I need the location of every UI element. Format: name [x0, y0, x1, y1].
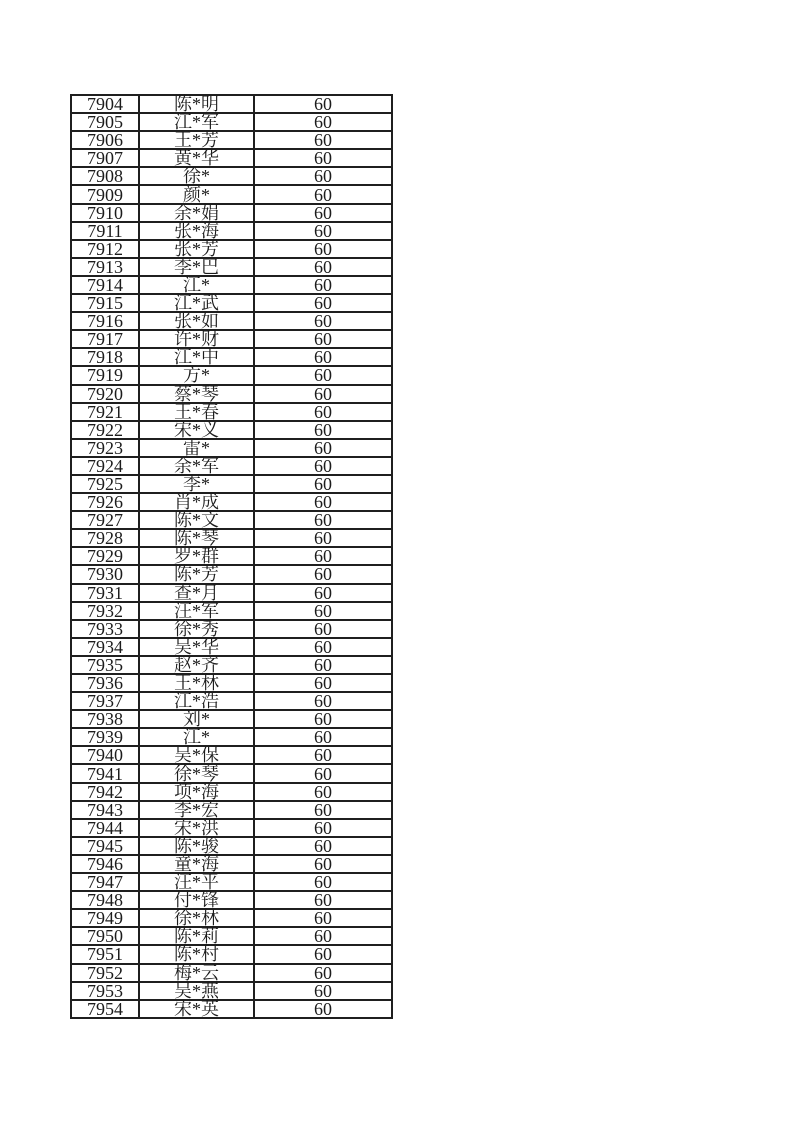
table-row [71, 511, 392, 529]
cell-name: 宋*义 [139, 421, 254, 439]
table-row [71, 149, 392, 167]
table-row [71, 728, 392, 746]
table-row [71, 565, 392, 583]
cell-id: 7938 [71, 710, 139, 728]
table-row [71, 620, 392, 638]
cell-id: 7952 [71, 964, 139, 982]
cell-name: 汪*军 [139, 602, 254, 620]
cell-id: 7927 [71, 511, 139, 529]
table-row [71, 276, 392, 294]
cell-id: 7943 [71, 801, 139, 819]
table-row [71, 819, 392, 837]
cell-score: 60 [254, 801, 392, 819]
table-row [71, 945, 392, 963]
cell-name: 童*海 [139, 855, 254, 873]
table-row [71, 656, 392, 674]
cell-id: 7949 [71, 909, 139, 927]
table-row [71, 801, 392, 819]
table-row [71, 167, 392, 185]
table-row [71, 873, 392, 891]
cell-score: 60 [254, 728, 392, 746]
cell-score: 60 [254, 240, 392, 258]
table-row [71, 764, 392, 782]
cell-score: 60 [254, 403, 392, 421]
cell-id: 7918 [71, 348, 139, 366]
table-row [71, 113, 392, 131]
table-row [71, 746, 392, 764]
table-row [71, 692, 392, 710]
table-row [71, 964, 392, 982]
table-row [71, 710, 392, 728]
cell-id: 7920 [71, 385, 139, 403]
table-row [71, 602, 392, 620]
cell-name: 李* [139, 475, 254, 493]
cell-id: 7913 [71, 258, 139, 276]
table-row [71, 475, 392, 493]
cell-name: 吴*保 [139, 746, 254, 764]
cell-score: 60 [254, 620, 392, 638]
table-row [71, 674, 392, 692]
cell-score: 60 [254, 656, 392, 674]
cell-name: 陈*明 [139, 95, 254, 113]
cell-name: 余*娟 [139, 204, 254, 222]
cell-id: 7951 [71, 945, 139, 963]
cell-id: 7906 [71, 131, 139, 149]
cell-score: 60 [254, 909, 392, 927]
cell-id: 7919 [71, 366, 139, 384]
cell-name: 汪*平 [139, 873, 254, 891]
cell-score: 60 [254, 439, 392, 457]
score-table-body [71, 95, 392, 1018]
table-row [71, 439, 392, 457]
cell-score: 60 [254, 113, 392, 131]
cell-name: 李*巴 [139, 258, 254, 276]
cell-score: 60 [254, 511, 392, 529]
cell-id: 7941 [71, 764, 139, 782]
cell-id: 7930 [71, 565, 139, 583]
cell-name: 付*锋 [139, 891, 254, 909]
cell-name: 徐* [139, 167, 254, 185]
cell-id: 7910 [71, 204, 139, 222]
cell-id: 7942 [71, 783, 139, 801]
table-row [71, 855, 392, 873]
cell-name: 徐*秀 [139, 620, 254, 638]
table-row [71, 891, 392, 909]
cell-id: 7925 [71, 475, 139, 493]
cell-score: 60 [254, 982, 392, 1000]
cell-id: 7926 [71, 493, 139, 511]
cell-score: 60 [254, 222, 392, 240]
cell-id: 7954 [71, 1000, 139, 1018]
cell-score: 60 [254, 185, 392, 203]
cell-id: 7940 [71, 746, 139, 764]
cell-score: 60 [254, 945, 392, 963]
cell-id: 7935 [71, 656, 139, 674]
cell-id: 7944 [71, 819, 139, 837]
table-row [71, 783, 392, 801]
table-row [71, 258, 392, 276]
cell-id: 7907 [71, 149, 139, 167]
cell-name: 黄*华 [139, 149, 254, 167]
cell-name: 查*月 [139, 584, 254, 602]
cell-name: 肖*成 [139, 493, 254, 511]
table-row [71, 584, 392, 602]
cell-score: 60 [254, 1000, 392, 1018]
cell-id: 7931 [71, 584, 139, 602]
cell-id: 7921 [71, 403, 139, 421]
cell-id: 7953 [71, 982, 139, 1000]
cell-name: 陈*莉 [139, 927, 254, 945]
cell-name: 陈*芳 [139, 565, 254, 583]
cell-score: 60 [254, 366, 392, 384]
cell-score: 60 [254, 873, 392, 891]
cell-name: 雷* [139, 439, 254, 457]
cell-name: 陈*村 [139, 945, 254, 963]
cell-score: 60 [254, 891, 392, 909]
cell-id: 7923 [71, 439, 139, 457]
table-row [71, 1000, 392, 1018]
cell-score: 60 [254, 602, 392, 620]
cell-score: 60 [254, 584, 392, 602]
cell-name: 江* [139, 728, 254, 746]
cell-id: 7929 [71, 547, 139, 565]
cell-score: 60 [254, 565, 392, 583]
cell-score: 60 [254, 692, 392, 710]
cell-id: 7950 [71, 927, 139, 945]
cell-id: 7933 [71, 620, 139, 638]
cell-score: 60 [254, 385, 392, 403]
cell-score: 60 [254, 547, 392, 565]
table-row [71, 330, 392, 348]
cell-score: 60 [254, 746, 392, 764]
cell-name: 蔡*琴 [139, 385, 254, 403]
cell-name: 张*芳 [139, 240, 254, 258]
cell-id: 7928 [71, 529, 139, 547]
cell-id: 7912 [71, 240, 139, 258]
cell-id: 7909 [71, 185, 139, 203]
table-row [71, 240, 392, 258]
cell-name: 陈*骏 [139, 837, 254, 855]
cell-name: 江*中 [139, 348, 254, 366]
cell-id: 7916 [71, 312, 139, 330]
cell-score: 60 [254, 204, 392, 222]
table-row [71, 421, 392, 439]
cell-id: 7946 [71, 855, 139, 873]
table-row [71, 385, 392, 403]
cell-name: 罗*群 [139, 547, 254, 565]
cell-name: 宋*英 [139, 1000, 254, 1018]
cell-id: 7936 [71, 674, 139, 692]
cell-name: 颜* [139, 185, 254, 203]
cell-score: 60 [254, 457, 392, 475]
cell-id: 7917 [71, 330, 139, 348]
cell-score: 60 [254, 167, 392, 185]
cell-name: 项*海 [139, 783, 254, 801]
cell-score: 60 [254, 819, 392, 837]
cell-name: 张*海 [139, 222, 254, 240]
cell-score: 60 [254, 927, 392, 945]
cell-score: 60 [254, 312, 392, 330]
cell-name: 吴*华 [139, 638, 254, 656]
table-row [71, 95, 392, 113]
table-row [71, 222, 392, 240]
cell-name: 陈*琴 [139, 529, 254, 547]
table-row [71, 366, 392, 384]
cell-name: 江*浩 [139, 692, 254, 710]
cell-score: 60 [254, 710, 392, 728]
cell-name: 陈*文 [139, 511, 254, 529]
cell-id: 7947 [71, 873, 139, 891]
cell-name: 江* [139, 276, 254, 294]
cell-score: 60 [254, 493, 392, 511]
cell-score: 60 [254, 638, 392, 656]
table-row [71, 547, 392, 565]
cell-score: 60 [254, 131, 392, 149]
cell-score: 60 [254, 330, 392, 348]
table-row [71, 529, 392, 547]
cell-name: 吴*燕 [139, 982, 254, 1000]
cell-name: 徐*琴 [139, 764, 254, 782]
cell-score: 60 [254, 674, 392, 692]
cell-id: 7939 [71, 728, 139, 746]
table-row [71, 457, 392, 475]
table-row [71, 493, 392, 511]
cell-score: 60 [254, 294, 392, 312]
cell-name: 王*芳 [139, 131, 254, 149]
cell-score: 60 [254, 855, 392, 873]
table-row [71, 312, 392, 330]
table-row [71, 294, 392, 312]
table-row [71, 982, 392, 1000]
cell-name: 方* [139, 366, 254, 384]
cell-id: 7922 [71, 421, 139, 439]
cell-id: 7908 [71, 167, 139, 185]
cell-id: 7934 [71, 638, 139, 656]
table-row [71, 927, 392, 945]
cell-score: 60 [254, 783, 392, 801]
cell-score: 60 [254, 837, 392, 855]
cell-name: 张*如 [139, 312, 254, 330]
cell-name: 许*财 [139, 330, 254, 348]
cell-score: 60 [254, 529, 392, 547]
cell-id: 7948 [71, 891, 139, 909]
table-row [71, 185, 392, 203]
cell-id: 7932 [71, 602, 139, 620]
cell-score: 60 [254, 421, 392, 439]
cell-id: 7904 [71, 95, 139, 113]
cell-score: 60 [254, 964, 392, 982]
cell-id: 7924 [71, 457, 139, 475]
cell-name: 刘* [139, 710, 254, 728]
cell-score: 60 [254, 258, 392, 276]
cell-score: 60 [254, 475, 392, 493]
score-table [70, 94, 393, 1019]
cell-id: 7911 [71, 222, 139, 240]
table-row [71, 837, 392, 855]
cell-score: 60 [254, 276, 392, 294]
table-row [71, 403, 392, 421]
cell-id: 7937 [71, 692, 139, 710]
cell-name: 江*武 [139, 294, 254, 312]
cell-name: 赵*齐 [139, 656, 254, 674]
table-row [71, 204, 392, 222]
table-row [71, 131, 392, 149]
cell-name: 李*宏 [139, 801, 254, 819]
cell-name: 徐*林 [139, 909, 254, 927]
cell-name: 宋*洪 [139, 819, 254, 837]
cell-id: 7914 [71, 276, 139, 294]
table-row [71, 909, 392, 927]
table-row [71, 348, 392, 366]
cell-name: 江*军 [139, 113, 254, 131]
cell-name: 余*军 [139, 457, 254, 475]
cell-name: 王*春 [139, 403, 254, 421]
cell-score: 60 [254, 95, 392, 113]
cell-score: 60 [254, 149, 392, 167]
table-row [71, 638, 392, 656]
cell-score: 60 [254, 348, 392, 366]
cell-name: 梅*云 [139, 964, 254, 982]
cell-id: 7905 [71, 113, 139, 131]
cell-score: 60 [254, 764, 392, 782]
cell-name: 王*林 [139, 674, 254, 692]
cell-id: 7915 [71, 294, 139, 312]
cell-id: 7945 [71, 837, 139, 855]
